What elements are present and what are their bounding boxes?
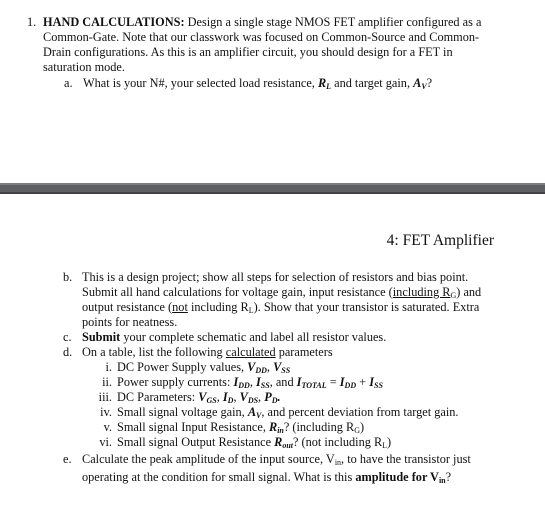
vdd-letter: V: [247, 360, 256, 374]
av2-letter: A: [247, 405, 257, 419]
vdd-symbol: [247, 360, 267, 374]
c-bold: Submit: [82, 330, 121, 344]
b-line3-b: including R: [187, 300, 249, 314]
d-iii-label: iii.: [98, 390, 112, 404]
id-letter: I: [222, 390, 228, 404]
e-line2-bold-text: amplitude for V: [355, 470, 439, 484]
d-label: d.: [63, 345, 73, 359]
b-line4: points for neatness.: [82, 315, 178, 329]
q1a-end: ?: [426, 76, 433, 90]
c-text-rest: your complete schematic and label all resistor values.: [120, 330, 387, 344]
av2-sub: V: [256, 411, 262, 420]
vss-symbol: [273, 360, 290, 374]
q1-line4: saturation mode.: [43, 60, 125, 74]
idd2-letter: I: [339, 375, 345, 389]
vdd-sub: DD: [255, 366, 267, 375]
itotal-letter: I: [296, 375, 302, 389]
iss-letter: I: [255, 375, 261, 389]
d-i-text-part: DC Power Supply values,: [117, 360, 248, 374]
e-line2-bold: [355, 470, 445, 484]
d-v-label: v.: [103, 420, 112, 434]
vss-sub: SS: [281, 366, 291, 375]
d-vi-text-part: Small signal Output Resistance: [117, 435, 275, 449]
idd-sub: DD: [238, 381, 250, 390]
itotal-symbol: [297, 375, 327, 389]
d-text-a: On a table, list the following: [82, 345, 226, 359]
idd-letter: I: [233, 375, 239, 389]
id-symbol: [223, 390, 234, 404]
page-divider: [0, 183, 545, 194]
e-label: e.: [63, 452, 72, 466]
pd-letter: P: [264, 390, 272, 404]
b-line2-a: Submit all hand calculations for voltage gain, input resistance (: [82, 285, 393, 299]
b-line2-b: ) and: [456, 285, 482, 299]
av2-symbol: [248, 405, 262, 419]
rout-sub: out: [282, 441, 293, 450]
vds-letter: V: [239, 390, 248, 404]
b-line3-a: output resistance (: [82, 300, 173, 314]
d-i-sep: ,: [266, 360, 274, 374]
d-v-end: ): [360, 420, 365, 434]
rl-sub: L: [326, 82, 332, 91]
d-ii-plus: +: [356, 375, 370, 389]
q1a-label: a.: [64, 76, 73, 90]
av-sub: V: [421, 82, 427, 91]
idd2-sub: DD: [344, 381, 357, 390]
d-ii-label: ii.: [102, 375, 112, 389]
d-vi-rest-sub: L: [382, 441, 388, 450]
d-v-text: [117, 420, 364, 434]
d-iii-c1: ,: [216, 390, 223, 404]
itotal-sub: TOTAL: [301, 381, 327, 390]
d-vi-text: [117, 435, 391, 449]
idd2-symbol: [340, 375, 356, 389]
d-text-underline: calculated: [225, 345, 276, 359]
q1a-text: [83, 76, 432, 90]
d-v-text-part: Small signal Input Resistance,: [117, 420, 269, 434]
e-line2-a: operating at the condition for small signal. What is this: [82, 470, 356, 484]
d-ii-eq: =: [326, 375, 340, 389]
iss-symbol: [256, 375, 270, 389]
idd-symbol: [233, 375, 249, 389]
av-symbol: [413, 76, 427, 90]
b-line2-underline: [393, 285, 457, 299]
iss-sub: SS: [260, 381, 270, 390]
rout-symbol: [274, 435, 293, 449]
d-iii-end: .: [277, 390, 281, 404]
rin-letter: R: [268, 420, 278, 434]
iss2-symbol: [369, 375, 383, 389]
d-iii-c3: ,: [258, 390, 265, 404]
d-v-rest: ? (including R: [283, 420, 355, 434]
d-iv-label: iv.: [100, 405, 112, 419]
d-ii-text-part: Power supply currents:: [117, 375, 234, 389]
e-line1-b: , to have the transistor just: [341, 452, 471, 466]
d-iv-text-part: Small signal voltage gain,: [117, 405, 248, 419]
b-line3: [82, 300, 479, 314]
e-line2: [82, 470, 451, 484]
d-iii-text-part: DC Parameters:: [117, 390, 199, 404]
rin-sub: in: [277, 426, 284, 435]
pd-sub: D: [271, 396, 278, 405]
d-vi-end: ): [387, 435, 392, 449]
b-line1: This is a design project; show all steps for selection of resistors and bias point.: [82, 270, 469, 284]
e-line1-a: Calculate the peak amplitude of the input source, V: [82, 452, 335, 466]
d-i-text: [117, 360, 290, 374]
rin-symbol: [269, 420, 284, 434]
vss-letter: V: [273, 360, 282, 374]
iss2-letter: I: [369, 375, 374, 389]
vgs-symbol: [198, 390, 216, 404]
d-ii-sep1: ,: [249, 375, 256, 389]
rout-letter: R: [274, 435, 283, 449]
e-line2-bold-sub: in: [438, 476, 446, 485]
d-iii-text: [117, 390, 281, 404]
c-text: [82, 330, 386, 344]
b-line3-sub: L: [248, 306, 254, 315]
q1a-and: and target gain,: [331, 76, 414, 90]
d-ii-sep2: , and: [269, 375, 297, 389]
b-line2: [82, 285, 481, 299]
d-vi-label: vi.: [99, 435, 112, 449]
page-header: 4: FET Amplifier: [386, 232, 494, 249]
c-label: c.: [63, 330, 72, 344]
b-line3-c: ). Show that your transistor is saturated. Extra: [253, 300, 480, 314]
e-line1-sub: in: [334, 458, 342, 467]
rl-letter: R: [317, 76, 327, 90]
av-letter: A: [413, 76, 422, 90]
q1-line2: Common-Gate. Note that our classwork was focused on Common-Source and Common-: [43, 30, 480, 44]
b-label: b.: [63, 270, 73, 284]
vds-sub: DS: [247, 396, 259, 405]
d-text: [82, 345, 333, 359]
d-v-rest-sub: G: [354, 426, 360, 435]
e-line2-end: ?: [445, 470, 452, 484]
pd-symbol: [264, 390, 277, 404]
d-vi-rest: ? (not including R: [293, 435, 383, 449]
q1-number: 1.: [27, 15, 37, 29]
d-ii-text: [117, 375, 383, 389]
b-line3-underline: not: [172, 300, 188, 314]
e-line1: [82, 452, 471, 466]
vgs-sub: GS: [206, 396, 217, 405]
d-i-label: i.: [105, 360, 112, 374]
d-iv-rest: , and percent deviation from target gain.: [261, 405, 459, 419]
q1-title: HAND CALCULATIONS:: [43, 15, 185, 29]
vds-symbol: [240, 390, 258, 404]
b-line2-u-sub: G: [450, 291, 457, 300]
d-text-b: parameters: [275, 345, 333, 359]
b-line2-u-text: including R: [392, 285, 451, 299]
d-iv-text: [117, 405, 459, 419]
q1-line1-text: Design a single stage NMOS FET amplifier configured as a: [184, 15, 482, 29]
iss2-sub: SS: [374, 381, 383, 390]
q1a-text-part: What is your N#, your selected load resistance,: [83, 76, 318, 90]
d-iii-c2: ,: [233, 390, 240, 404]
rl-symbol: [318, 76, 331, 90]
q1-line3: Drain configurations. As this is an amplifier circuit, you should design for a FET in: [43, 45, 453, 59]
q1-line1: [43, 15, 481, 29]
id-sub: D: [227, 396, 234, 405]
vgs-letter: V: [198, 390, 207, 404]
